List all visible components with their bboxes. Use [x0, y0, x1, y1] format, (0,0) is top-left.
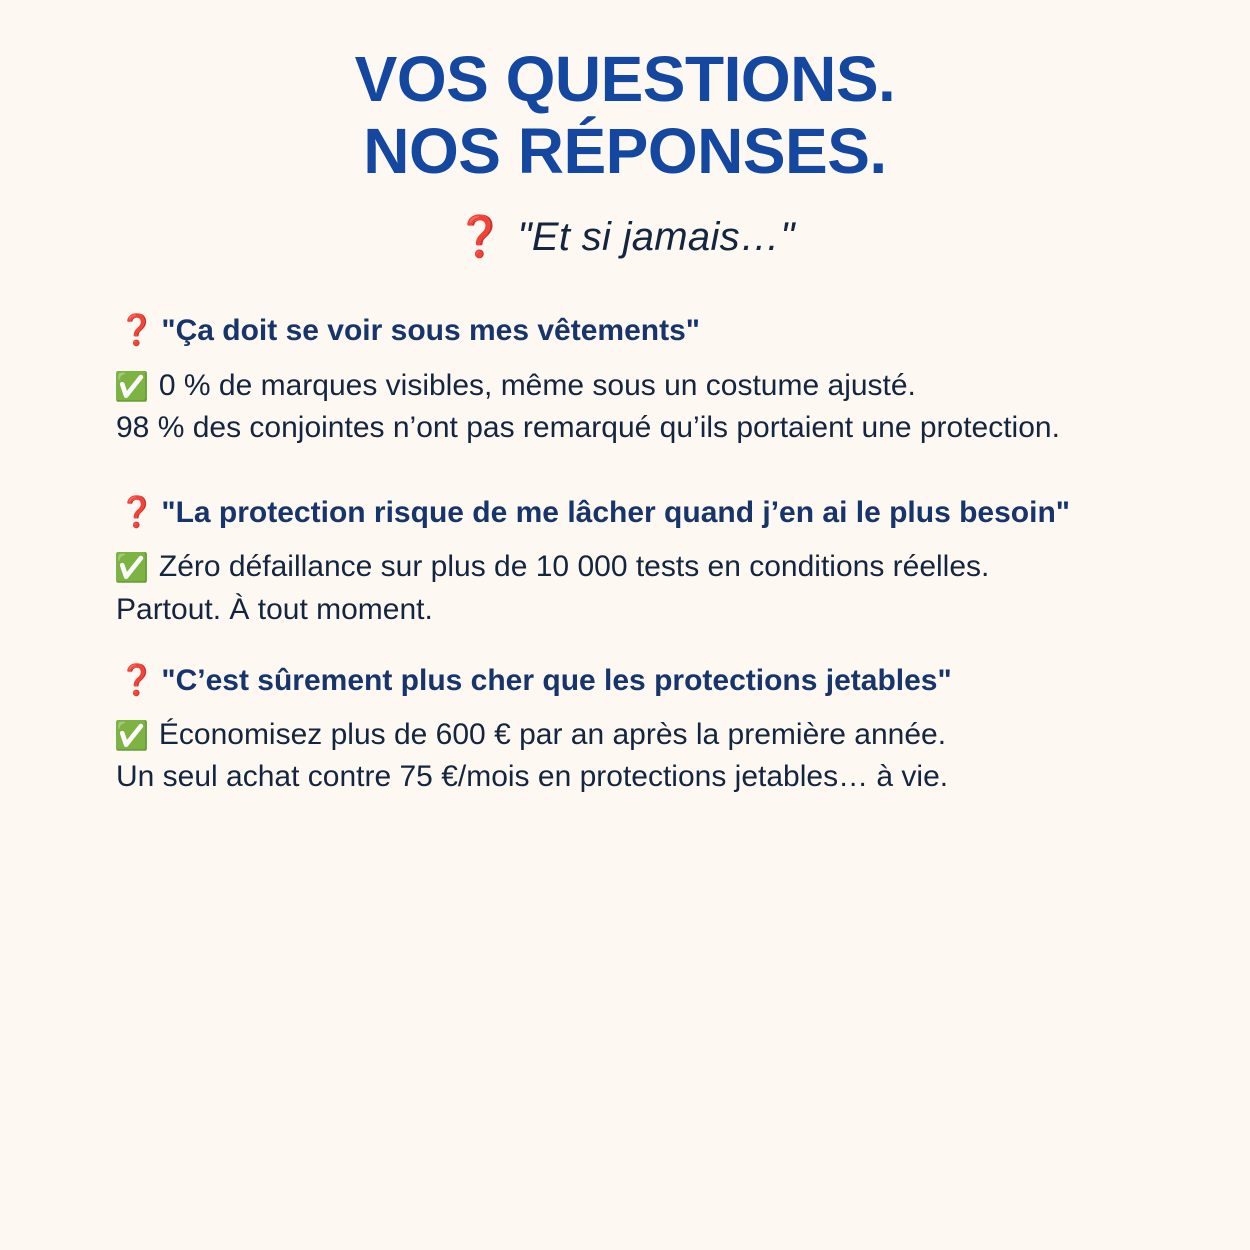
question-mark-icon: ❓ — [118, 495, 156, 529]
faq-answer-line-2: Partout. À tout moment. — [116, 592, 433, 626]
faq-answer-line-1: 0 % de marques visibles, même sous un costume ajusté. — [158, 368, 916, 402]
question-mark-icon: ❓ — [118, 314, 156, 348]
page-title-line-2: NOS RÉPONSES. — [363, 114, 887, 187]
faq-question-text: "La protection risque de me lâcher quand j’en ai le plus besoin" — [161, 495, 1071, 529]
faq-question — [118, 312, 1180, 350]
faq-item — [114, 312, 1180, 450]
check-mark-icon: ✅ — [114, 719, 149, 751]
page-subtitle-text: "Et si jamais…" — [517, 215, 795, 260]
faq-answer — [114, 714, 1180, 799]
check-mark-icon: ✅ — [114, 552, 149, 584]
question-mark-icon: ❓ — [455, 215, 506, 260]
faq-answer — [114, 365, 1180, 450]
page-title-line-1: VOS QUESTIONS. — [354, 43, 896, 115]
faq-question — [118, 494, 1180, 532]
page-title — [56, 44, 1194, 187]
faq-item — [114, 494, 1180, 632]
faq-answer-line-2: 98 % des conjointes n’ont pas remarqué qu’ils portaient une protection. — [116, 411, 1060, 445]
faq-question — [118, 662, 1180, 700]
faq-answer-line-1: Zéro défaillance sur plus de 10 000 tests en conditions réelles. — [158, 550, 990, 584]
page-subtitle — [56, 213, 1194, 260]
faq-item — [114, 662, 1180, 800]
faq-question-text: "Ça doit se voir sous mes vêtements" — [161, 314, 700, 348]
check-mark-icon: ✅ — [114, 370, 149, 402]
faq-answer-line-1: Économisez plus de 600 € par an après la première année. — [158, 717, 947, 751]
question-mark-icon: ❓ — [118, 663, 156, 697]
faq-list — [56, 312, 1194, 799]
faq-answer-line-2: Un seul achat contre 75 €/mois en protections jetables… à vie. — [116, 760, 949, 794]
faq-question-text: "C’est sûrement plus cher que les protections jetables" — [161, 663, 952, 697]
faq-answer — [114, 546, 1180, 631]
